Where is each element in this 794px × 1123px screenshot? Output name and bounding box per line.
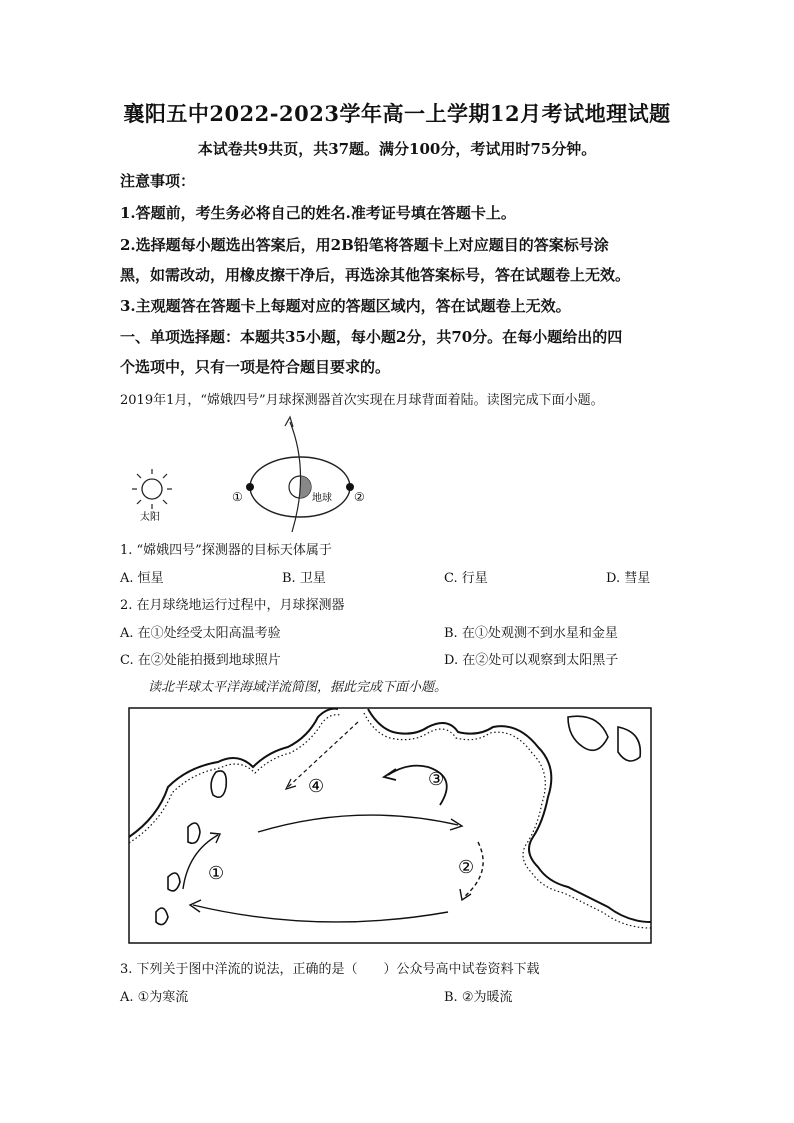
pacific-current-map [128, 707, 652, 944]
notice-heading: 注意事项： [120, 172, 196, 190]
section-heading-line-1: 一、单项选择题：本题共35小题，每小题2分，共70分。在每小题给出的四 [120, 328, 623, 346]
question-3-stem: 3. 下列关于图中洋流的说法，正确的是（ ）公众号高中试卷资料下载 [120, 962, 540, 977]
question-2-option-b: B. 在①处观测不到水星和金星 [444, 626, 618, 641]
sun-label: 太阳 [140, 512, 160, 523]
question-1-option-b: B. 卫星 [282, 571, 326, 586]
moon-position-1 [246, 483, 254, 491]
question-1-stem: 1. “嫦娥四号”探测器的目标天体属于 [120, 543, 332, 558]
earth-label: 地球 [312, 493, 332, 504]
question-intro-2: 读北半球太平洋海域洋流简图，据此完成下面小题。 [148, 680, 448, 695]
moon-position-2 [346, 483, 354, 491]
question-1-option-d: D. 彗星 [606, 571, 651, 586]
notice-item-2-line-2: 黑，如需改动，用橡皮擦干净后，再选涂其他答案标号，答在试题卷上无效。 [120, 266, 631, 284]
map-label-4: ④ [308, 776, 325, 797]
question-2-option-c: C. 在②处能拍摄到地球照片 [120, 653, 281, 668]
question-3-option-b: B. ②为暖流 [444, 990, 513, 1005]
question-intro-1: 2019年1月，“嫦娥四号”月球探测器首次实现在月球背面着陆。读图完成下面小题。 [120, 393, 604, 408]
map-label-1: ① [208, 863, 225, 884]
map-label-3: ③ [428, 769, 445, 790]
exam-info: 本试卷共9共页，共37题。满分100分，考试用时75分钟。 [197, 140, 597, 158]
moon-orbit-diagram [120, 412, 380, 534]
notice-item-1: 1.答题前，考生务必将自己的姓名.准考证号填在答题卡上。 [120, 204, 516, 222]
question-1-option-c: C. 行星 [444, 571, 488, 586]
sun-icon [132, 469, 172, 509]
point-label-1: ① [232, 490, 243, 504]
question-2-option-a: A. 在①处经受太阳高温考验 [120, 626, 281, 641]
question-2-option-d: D. 在②处可以观察到太阳黑子 [444, 653, 619, 668]
page-title: 襄阳五中2022-2023学年高一上学期12月考试地理试题 [123, 101, 671, 126]
question-2-stem: 2. 在月球绕地运行过程中，月球探测器 [120, 598, 345, 613]
question-1-option-a: A. 恒星 [120, 571, 164, 586]
question-3-option-a: A. ①为寒流 [120, 990, 189, 1005]
notice-item-3: 3.主观题答在答题卡上每题对应的答题区域内，答在试题卷上无效。 [120, 297, 571, 315]
point-label-2: ② [354, 490, 365, 504]
notice-item-2-line-1: 2.选择题每小题选出答案后，用2B铅笔将答题卡上对应题目的答案标号涂 [120, 236, 609, 254]
section-heading-line-2: 个选项中，只有一项是符合题目要求的。 [120, 358, 391, 376]
map-label-2: ② [458, 857, 475, 878]
